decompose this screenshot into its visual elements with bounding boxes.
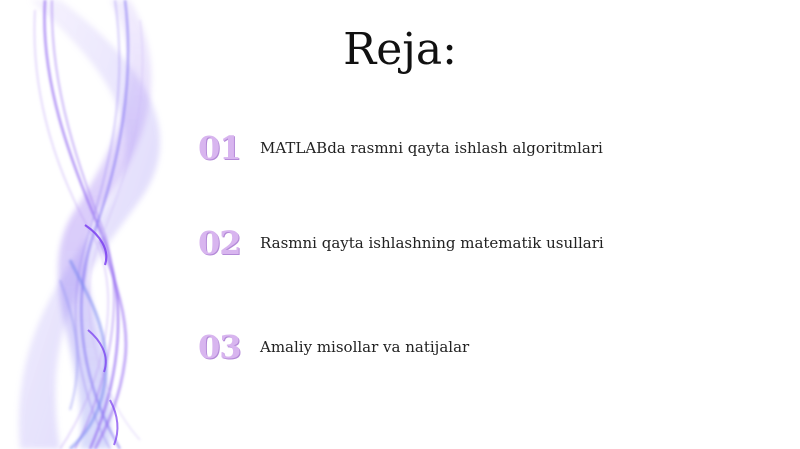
agenda-item-number: 01 <box>198 129 241 167</box>
agenda-item-number: 03 <box>198 328 241 366</box>
slide-title: Reja: <box>343 24 457 75</box>
agenda-item-text: MATLABda rasmni qayta ishlash algoritmlari <box>260 139 603 157</box>
agenda-item <box>198 325 469 369</box>
agenda-item <box>198 126 603 170</box>
agenda-item-text: Amaliy misollar va natijalar <box>260 338 470 356</box>
agenda-item <box>198 221 604 265</box>
purple-smoke-ribbon <box>0 0 230 449</box>
agenda-item-number: 02 <box>198 224 241 262</box>
agenda-item-text: Rasmni qayta ishlashning matematik usullari <box>260 234 604 252</box>
